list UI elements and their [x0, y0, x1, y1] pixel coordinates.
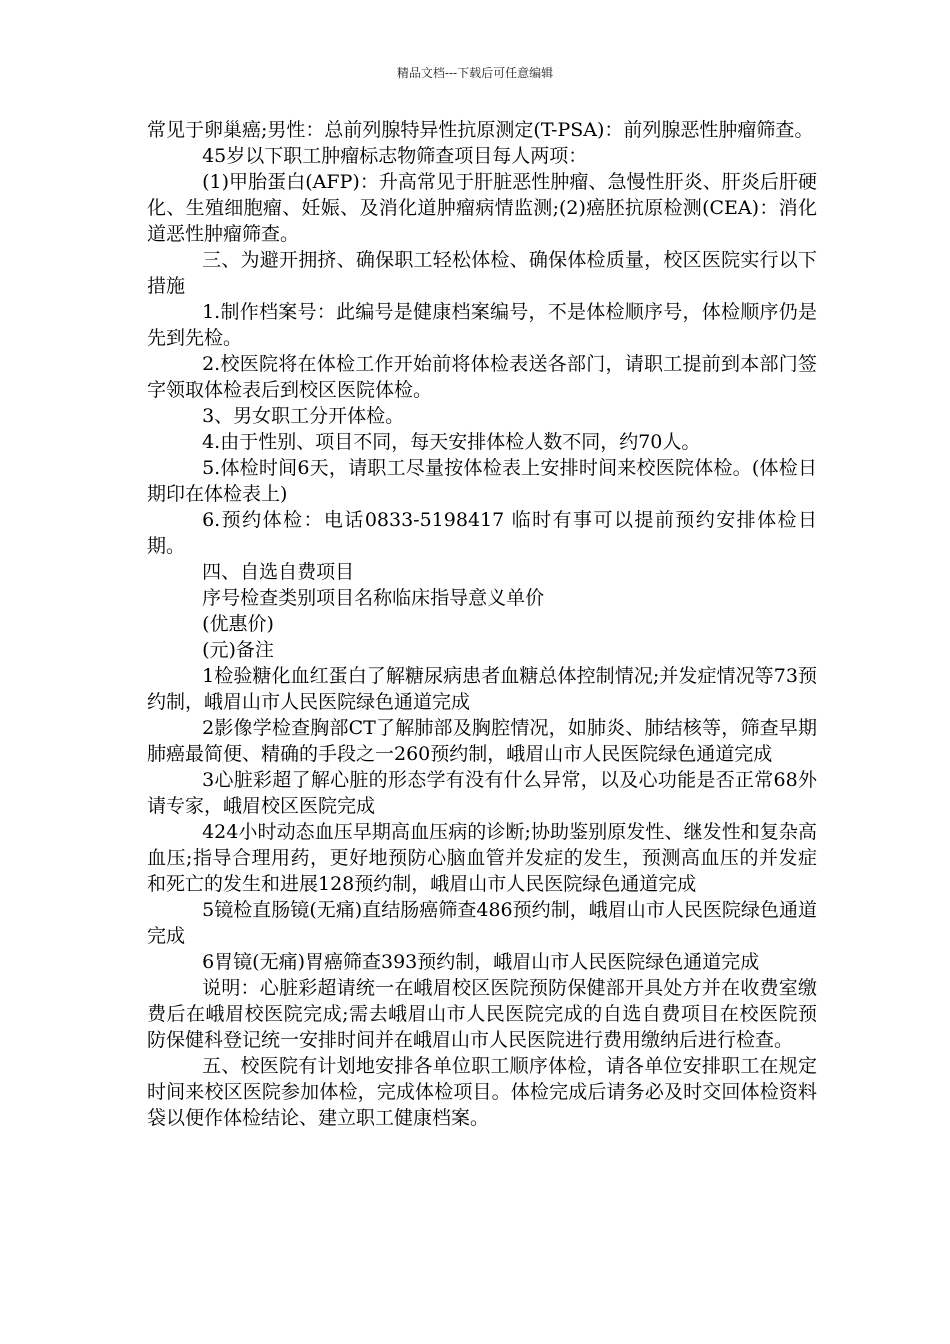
table-row-item-4: 424小时动态血压早期高血压病的诊断;协助鉴别原发性、继发性和复杂高血压;指导合理用药，更好地预防心脑血管并发症的发生，预测高血压的并发症和死亡的发生和进展128预约制，峨眉山市人民医院绿色通道完成 [147, 821, 817, 895]
table-row-item-3: 3心脏彩超了解心脏的形态学有没有什么异常，以及心功能是否正常68外请专家，峨眉校区医院完成 [147, 769, 817, 817]
paragraph-tumor-marker-items: (1)甲胎蛋白(AFP)：升高常见于肝脏恶性肿瘤、急慢性肝炎、肝炎后肝硬化、生殖细胞瘤、妊娠、及消化道肿瘤病情监测;(2)癌胚抗原检测(CEA)：消化道恶性肿瘤筛查。 [147, 171, 817, 245]
table-header-line-3: (元)备注 [202, 639, 274, 661]
table-row-item-6: 6胃镜(无痛)胃癌筛查393预约制，峨眉山市人民医院绿色通道完成 [202, 951, 760, 973]
section-heading-measures: 三、为避开拥挤、确保职工轻松体检、确保体检质量，校区医院实行以下措施 [147, 249, 817, 297]
section-heading-schedule: 五、校医院有计划地安排各单位职工顺序体检，请各单位安排职工在规定时间来校区医院参加体检，完成体检项目。体检完成后请务必及时交回体检资料袋以便作体检结论、建立职工健康档案。 [147, 1055, 817, 1129]
list-item-measure-2: 2.校医院将在体检工作开始前将体检表送各部门，请职工提前到本部门签字领取体检表后到校区医院体检。 [147, 353, 817, 401]
table-row-item-2: 2影像学检查胸部CT了解肺部及胸腔情况，如肺炎、肺结核等，筛查早期肺癌最简便、精确的手段之一260预约制，峨眉山市人民医院绿色通道完成 [147, 717, 817, 765]
paragraph-note: 说明：心脏彩超请统一在峨眉校区医院预防保健部开具处方并在收费室缴费后在峨眉校医院完成;需去峨眉山市人民医院完成的自选自费项目在校医院预防保健科登记统一安排时间并在峨眉山市人民医院进行费用缴纳后进行检查。 [147, 977, 817, 1051]
table-row-item-5: 5镜检直肠镜(无痛)直结肠癌筛查486预约制，峨眉山市人民医院绿色通道完成 [147, 899, 817, 947]
paragraph-continuation: 常见于卵巢癌;男性：总前列腺特异性抗原测定(T-PSA)：前列腺恶性肿瘤筛查。 [147, 119, 814, 141]
list-item-measure-5: 5.体检时间6天，请职工尽量按体检表上安排时间来校医院体检。(体检日期印在体检表上) [147, 457, 817, 505]
page-header: 精品文档---下载后可任意编辑 [396, 66, 554, 80]
document-body [147, 117, 817, 1131]
section-heading-optional-items: 四、自选自费项目 [202, 561, 355, 583]
paragraph-tumor-marker-intro: 45岁以下职工肿瘤标志物筛查项目每人两项： [202, 145, 588, 167]
list-item-measure-3: 3、男女职工分开体检。 [202, 405, 405, 427]
table-header-line-2: (优惠价) [202, 613, 274, 635]
list-item-measure-4: 4.由于性别、项目不同，每天安排体检人数不同，约70人。 [202, 431, 701, 453]
list-item-measure-1: 1.制作档案号：此编号是健康档案编号，不是体检顺序号，体检顺序仍是先到先检。 [147, 301, 817, 349]
table-header-line-1: 序号检查类别项目名称临床指导意义单价 [202, 587, 545, 609]
list-item-measure-6: 6.预约体检：电话0833-5198417 临时有事可以提前预约安排体检日期。 [147, 509, 817, 557]
table-row-item-1: 1检验糖化血红蛋白了解糖尿病患者血糖总体控制情况;并发症情况等73预约制，峨眉山市人民医院绿色通道完成 [147, 665, 817, 713]
